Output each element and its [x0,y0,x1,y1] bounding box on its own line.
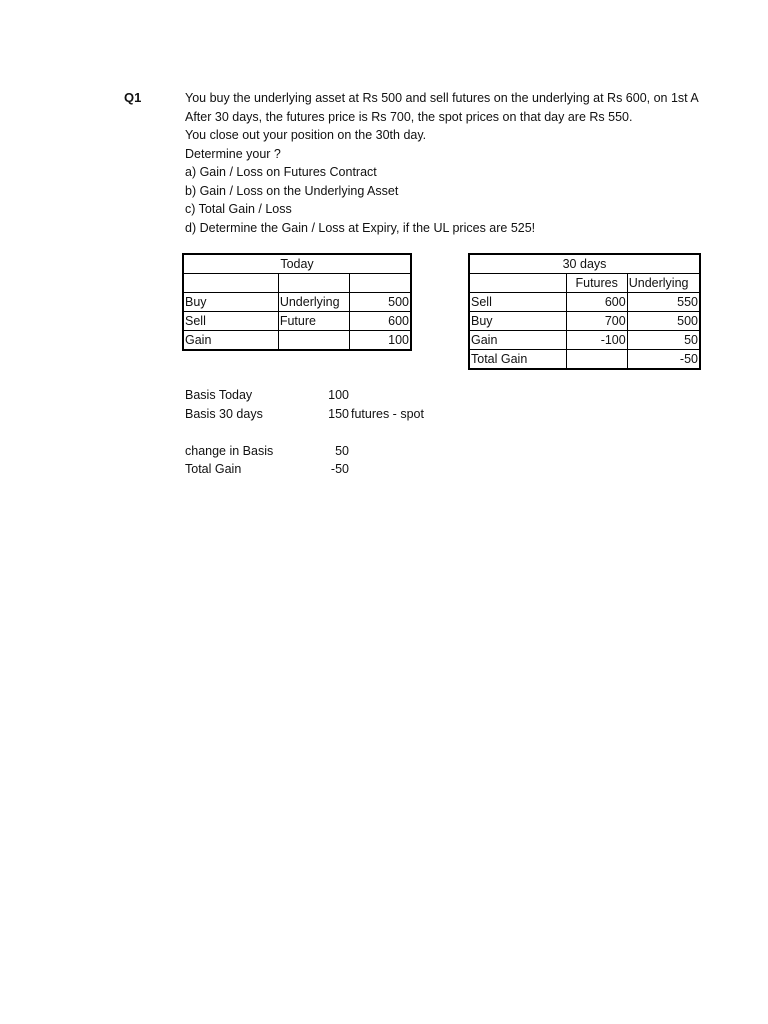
table-cell: Gain [184,331,279,350]
column-header [470,274,567,293]
today-table [183,254,411,350]
table-cell: Sell [470,293,567,312]
total-gain-value: -50 [330,462,349,476]
column-header: Futures [566,274,627,293]
table-cell: 100 [350,331,411,350]
table-cell: 500 [627,312,699,331]
basis-today-row [185,386,485,405]
table-cell [184,274,279,293]
today-table-title: Today [184,255,411,274]
table-cell: Underlying [278,293,350,312]
question-label: Q1 [124,90,142,105]
table-cell: Total Gain [470,350,567,369]
table-cell [278,274,350,293]
basis-30days-row [185,405,485,424]
30-days-table [469,254,700,369]
30-days-table-title: 30 days [470,255,700,274]
table-cell [350,274,411,293]
change-in-basis-label: change in Basis [185,443,274,458]
table-cell: 600 [566,293,627,312]
table-cell [566,350,627,369]
question-line: a) Gain / Loss on Futures Contract [185,165,377,179]
table-cell: -50 [627,350,699,369]
question-line: b) Gain / Loss on the Underlying Asset [185,183,399,198]
question-line: Determine your ? [185,146,281,161]
question-text [185,89,768,237]
total-gain-label: Total Gain [185,462,242,476]
table-cell: Buy [184,293,279,312]
table-cell: Future [278,312,350,331]
column-header: Underlying [627,274,699,293]
table-cell: -100 [566,331,627,350]
table-cell: 700 [566,312,627,331]
table-cell: Sell [184,312,279,331]
basis-today-label: Basis Today [185,388,253,402]
question-line: After 30 days, the futures price is Rs 700, the spot prices on that day are Rs 550. [185,109,633,124]
change-in-basis-row [185,442,485,461]
table-cell: Gain [470,331,567,350]
question-line: You close out your position on the 30th day. [185,128,427,142]
question-line: You buy the underlying asset at Rs 500 and sell futures on the underlying at Rs 600, on 1st A [185,91,699,105]
table-cell [278,331,350,350]
table-cell: 550 [627,293,699,312]
table-cell: 50 [627,331,699,350]
basis-section [185,386,485,479]
table-cell: 600 [350,312,411,331]
basis-30days-note: futures - spot [351,406,424,421]
question-line: c) Total Gain / Loss [185,202,292,216]
table-cell: 500 [350,293,411,312]
basis-30days-value: 150 [328,406,349,421]
question-line: d) Determine the Gain / Loss at Expiry, if the UL prices are 525! [185,220,536,235]
basis-today-value: 100 [328,388,349,402]
table-cell: Buy [470,312,567,331]
basis-30days-label: Basis 30 days [185,406,263,421]
total-gain-row [185,460,485,479]
change-in-basis-value: 50 [335,443,349,458]
